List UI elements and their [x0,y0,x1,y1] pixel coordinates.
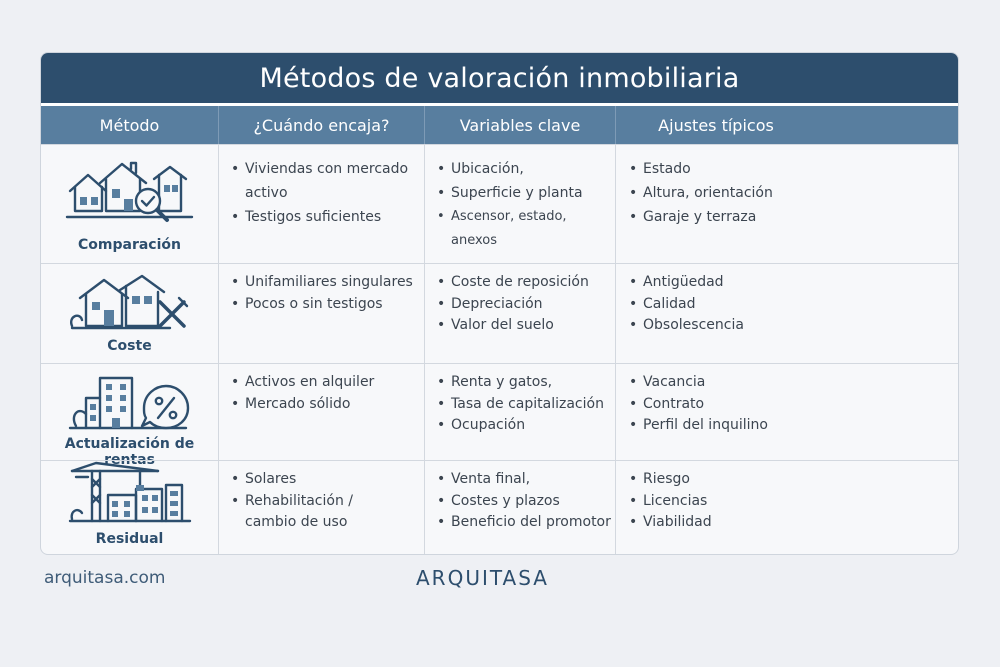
variables-list [437,157,615,253]
list-item: • Contrato [629,394,829,416]
list-item: • Ascensor, estado, anexos [437,205,615,253]
building-percent-icon [41,374,218,432]
list-item: • Depreciación [437,294,615,316]
variables-list [437,469,615,534]
method-cell [41,461,218,555]
method-cell [41,145,218,264]
ajustes-list [629,372,829,437]
list-item: • Mercado sólido [231,394,417,416]
method-name: Comparación [78,237,181,253]
list-item: • Obsolescencia [629,315,829,337]
list-item: • Viviendas con mercado activo [231,157,417,205]
list-item: • Perfil del inquilino [629,415,829,437]
list-item: • Costes y plazos [437,491,615,513]
list-item: • Rehabilitación / cambio de uso [231,491,365,534]
list-item: • Renta y gatos, [437,372,615,394]
list-item: • Tasa de capitalización [437,394,615,416]
list-item: • Calidad [629,294,829,316]
cuando-list [231,469,411,534]
list-item: • Valor del suelo [437,315,615,337]
list-item: • Activos en alquiler [231,372,417,394]
brand-logo: ARQUITASA [416,566,549,590]
table-row [41,263,958,364]
list-item: • Superficie y planta [437,181,615,205]
table-row [41,460,958,555]
list-item: • Viabilidad [629,512,829,534]
list-item: • Vacancia [629,372,829,394]
list-item: • Ubicación, [437,157,615,181]
header-cuando: ¿Cuándo encaja? [253,115,390,135]
list-item: • Testigos suficientes [231,205,417,229]
cuando-list [231,157,417,229]
header-variables: Variables clave [459,115,581,135]
method-name: Coste [107,338,152,354]
list-item: • Riesgo [629,469,829,491]
table-title: Métodos de valoración inmobiliaria [41,53,958,103]
list-item: • Ocupación [437,415,615,437]
method-cell [41,264,218,364]
method-name: Actualización de rentas [64,436,195,468]
header-row [41,106,958,144]
valuation-methods-table [40,52,959,555]
ajustes-list [629,272,829,337]
list-item: • Solares [231,469,411,491]
list-item: • Estado [629,157,829,181]
houses-magnifier-check-icon [41,161,218,223]
list-item: • Antigüedad [629,272,829,294]
houses-tools-icon [41,276,218,334]
list-item: • Beneficio del promotor [437,512,615,534]
list-item: • Venta final, [437,469,615,491]
list-item: • Altura, orientación [629,181,829,205]
cuando-list [231,272,417,315]
list-item: • Garaje y terraza [629,205,829,229]
list-item: • Licencias [629,491,829,513]
table-row [41,144,958,264]
method-cell [41,364,218,468]
ajustes-list [629,157,829,229]
cuando-list [231,372,417,415]
header-ajustes: Ajustes típicos [658,115,774,135]
footer-url-link[interactable]: arquitasa.com [44,568,166,588]
crane-construction-icon [41,467,218,525]
ajustes-list [629,469,829,534]
list-item: • Coste de reposición [437,272,615,294]
variables-list [437,372,615,437]
variables-list [437,272,615,337]
method-name: Residual [95,531,164,547]
table-row [41,363,958,468]
header-metodo: Método [99,115,160,135]
list-item: • Pocos o sin testigos [231,294,417,316]
list-item: • Unifamiliares singulares [231,272,417,294]
